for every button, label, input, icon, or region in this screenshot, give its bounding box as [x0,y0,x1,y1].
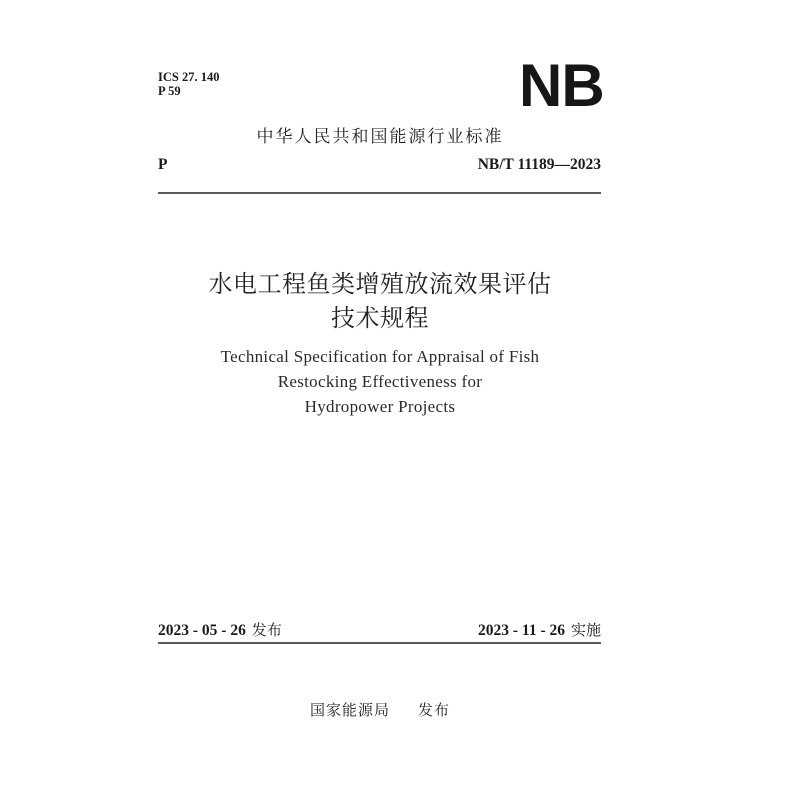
title-english-line1: Technical Specification for Appraisal of Fish [220,347,540,366]
standard-number: NB/T 11189—2023 [477,156,601,173]
top-divider [158,192,601,194]
standard-type: 中华人民共和国能源行业标准 [256,127,504,147]
issue-date-group [158,619,282,640]
implement-label: 实施 [570,621,601,639]
ics-code: ICS 27. 140 [158,70,220,84]
implement-date: 2023 - 11 - 26 [478,622,565,639]
title-chinese-line1: 水电工程鱼类增殖放流效果评估 [208,272,552,298]
classification-codes [158,70,219,98]
publisher-name: 国家能源局 [309,701,390,719]
issue-date: 2023 - 05 - 26 [158,622,246,639]
title-chinese-line2: 技术规程 [331,306,429,332]
title-english-line2: Restocking Effectiveness for [277,372,483,391]
date-row [158,619,601,640]
bottom-divider [158,642,601,644]
nb-logo: NB [519,52,604,119]
publisher-line [0,699,760,720]
issue-label: 发布 [251,621,282,639]
implement-date-group [478,619,601,640]
publish-label: 发布 [418,701,451,719]
title-english-line3: Hydropower Projects [304,397,456,416]
classification-letter: P [158,156,168,173]
ccs-code: P 59 [158,84,181,98]
title-english [0,344,760,419]
title-chinese [0,268,760,336]
